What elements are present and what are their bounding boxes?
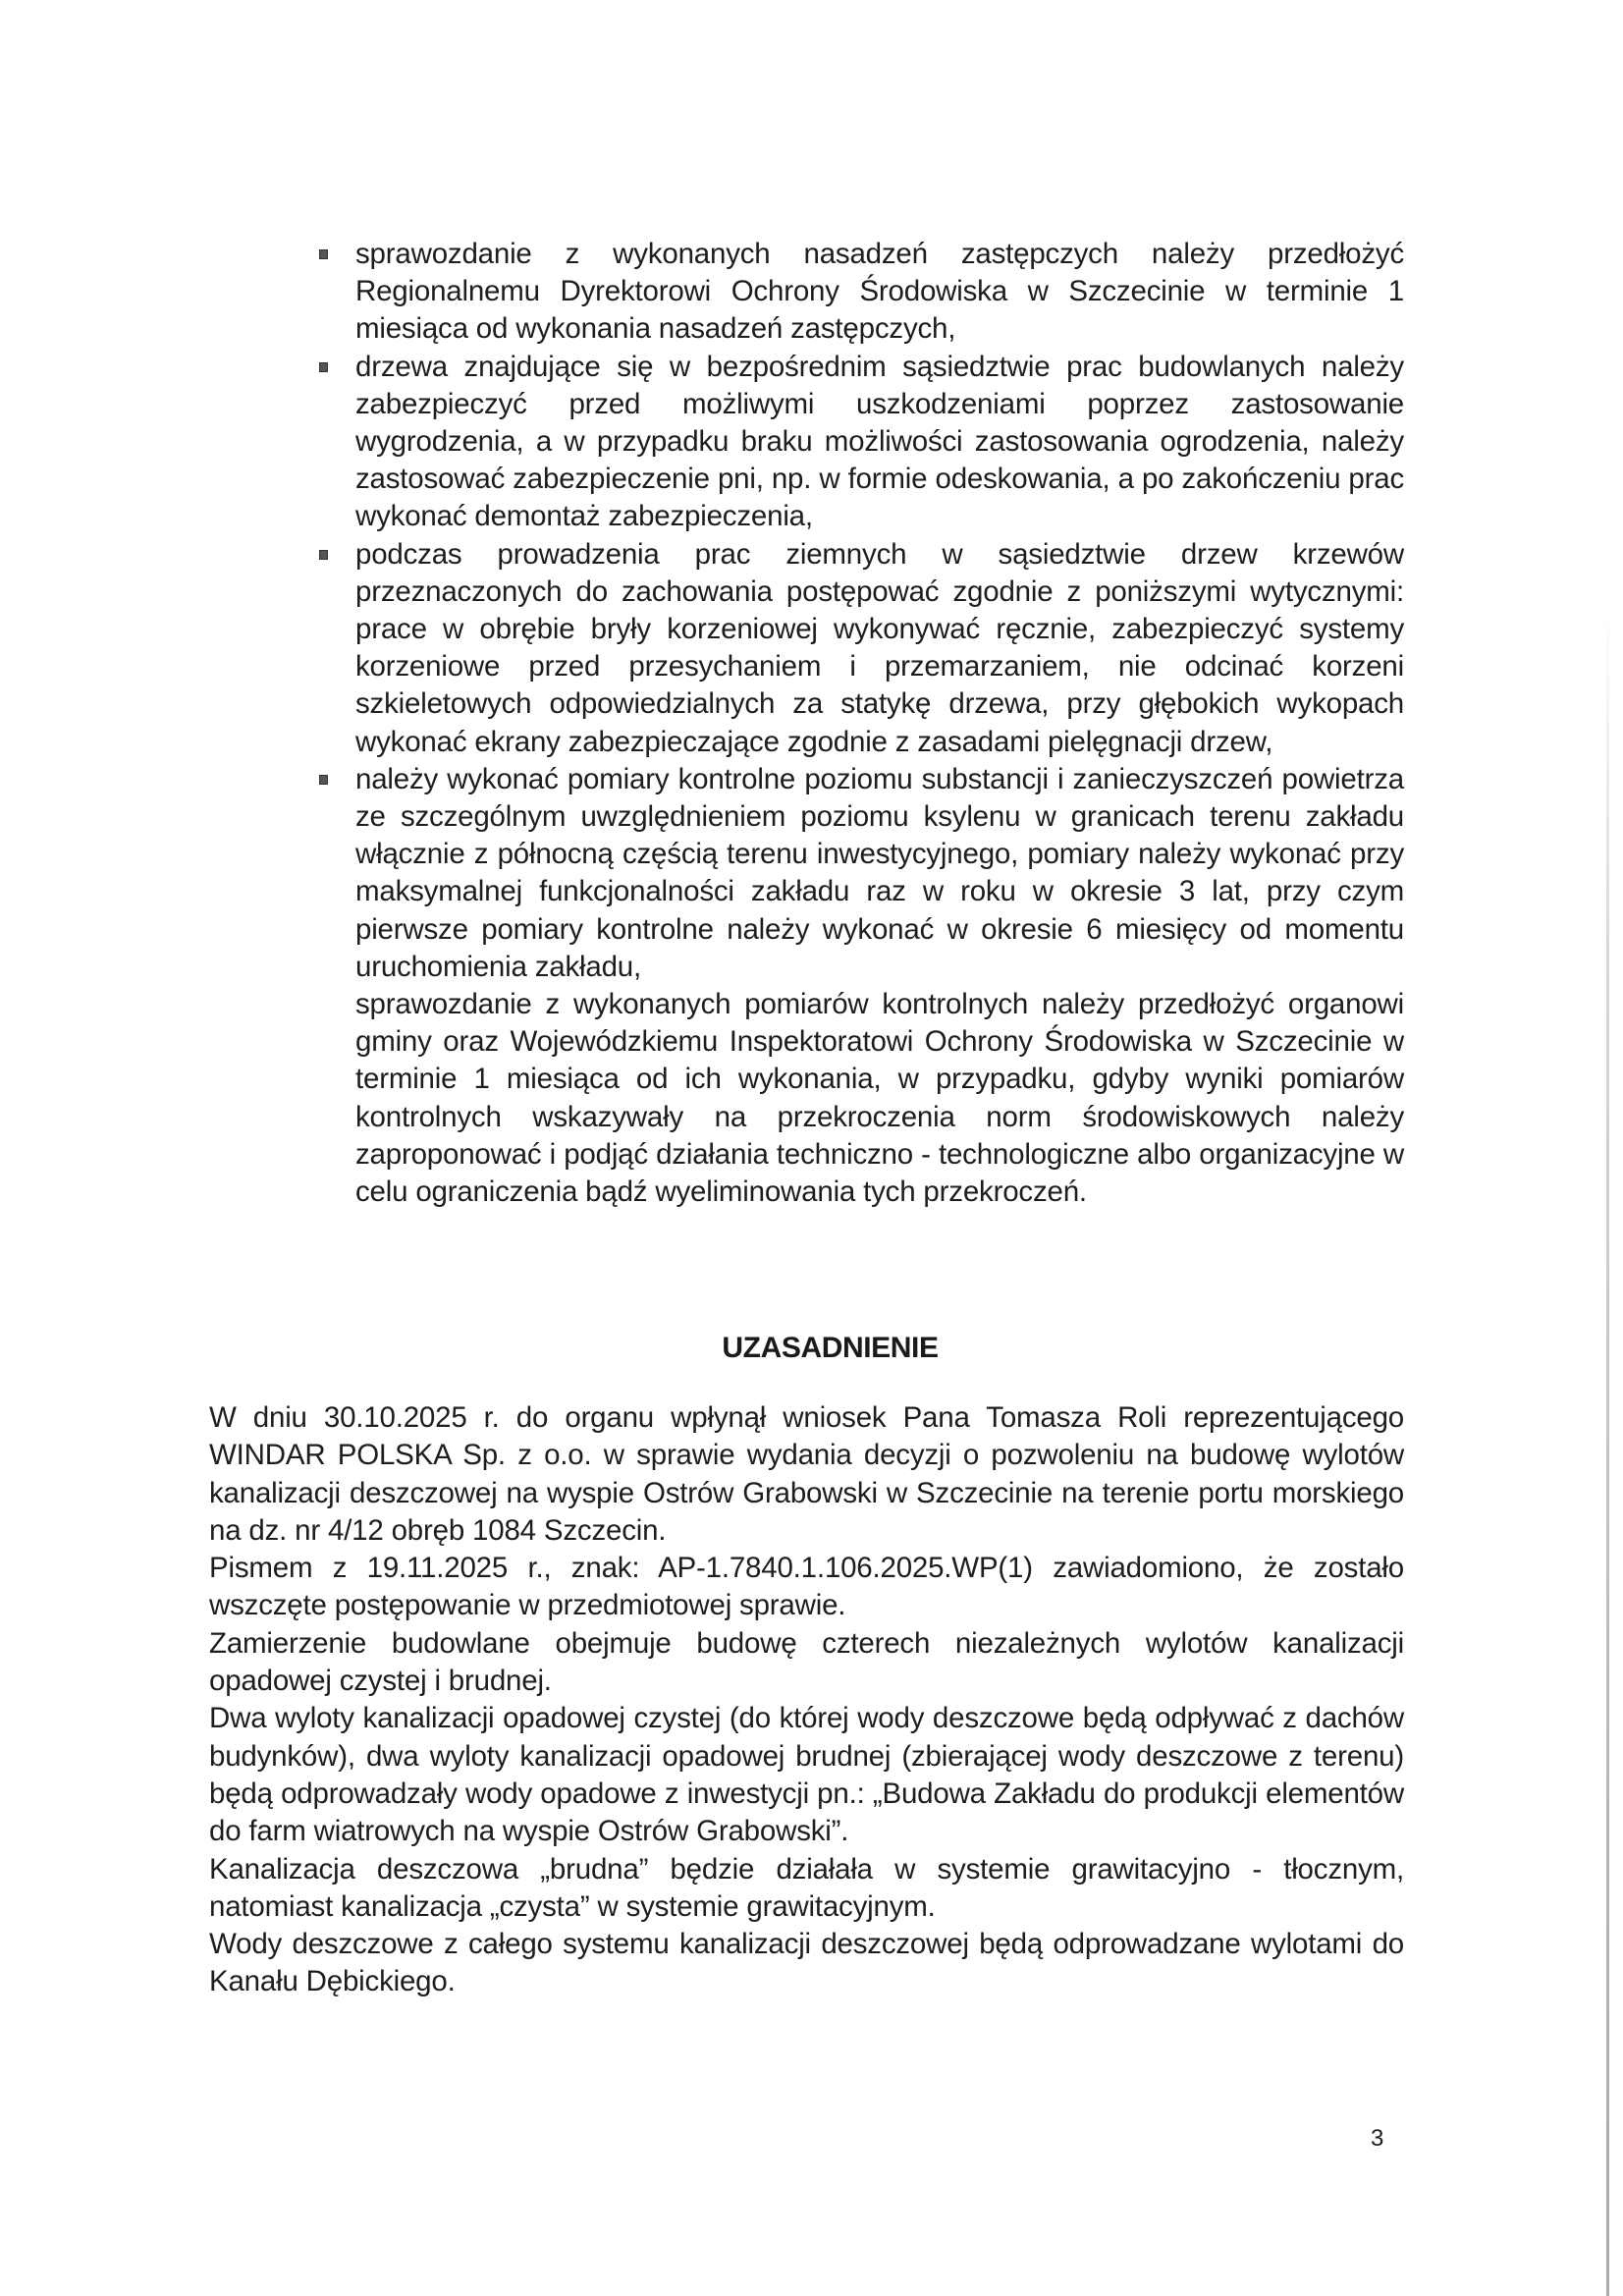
paragraph: Dwa wyloty kanalizacji opadowej czystej (do której wody deszczowe będą odpływać z dachów budynków), dwa wyloty kanalizacji opadowej brudnej (zbierającej wody deszczowe z terenu) będą odprowadzały wody opadowe z inwestycji pn.: „Budowa Zakładu do produkcji elementów do farm wiatrowych na wyspie Ostrów Grabowski”. [209, 1702, 1404, 1848]
square-bullet-icon [319, 362, 328, 372]
scan-edge-line [1606, 609, 1609, 2296]
bullet-text: podczas prowadzenia prac ziemnych w sąsiedztwie drzew krzewów przeznaczonych do zachowania postępować zgodnie z poniższymi wytycznymi: prace w obrębie bryły korzeniowej wykonywać ręcznie, zabezpieczyć systemy korzeniowe przed przesychaniem i przemarzaniem, nie odcinać korzeni szkieletowych odpowiedzialnych za statykę drzewa, przy głębokich wykopach wykonać ekrany zabezpieczające zgodnie z zasadami pielęgnacji drzew, [355, 537, 1404, 758]
paragraph: Zamierzenie budowlane obejmuje budowę czterech niezależnych wylotów kanalizacji opadowej czystej i brudnej. [209, 1626, 1404, 1698]
bullet-item-continuation [319, 986, 1404, 1211]
paragraph: W dniu 30.10.2025 r. do organu wpłynął wniosek Pana Tomasza Roli reprezentującego WINDAR POLSKA Sp. z o.o. w sprawie wydania decyzji o pozwoleniu na budowę wylotów kanalizacji deszczowej na wyspie Ostrów Grabowski w Szczecinie na terenie portu morskiego na dz. nr 4/12 obręb 1084 Szczecin. [209, 1401, 1404, 1547]
square-bullet-icon [319, 249, 328, 259]
bullet-text: drzewa znajdujące się w bezpośrednim sąsiedztwie prac budowlanych należy zabezpieczyć przed możliwymi uszkodzeniami poprzez zastosowanie wygrodzenia, a w przypadku braku możliwości zastosowania ogrodzenia, należy zastosować zabezpieczenie pni, np. w formie odeskowania, a po zakończeniu prac wykonać demontaż zabezpieczenia, [355, 350, 1404, 533]
bullet-text: sprawozdanie z wykonanych nasadzeń zastępczych należy przedłożyć Regionalnemu Dyrektorowi Ochrony Środowiska w Szczecinie w terminie 1 miesiąca od wykonania nasadzeń zastępczych, [355, 238, 1404, 346]
paragraph: Wody deszczowe z całego systemu kanalizacji deszczowej będą odprowadzane wylotami do Kanału Dębickiego. [209, 1928, 1404, 1998]
square-bullet-icon [319, 550, 328, 560]
bullet-item [319, 236, 1404, 349]
page-number: 3 [1371, 2125, 1384, 2152]
paragraph: Kanalizacja deszczowa „brudna” będzie działała w systemie grawitacyjno - tłocznym, natomiast kanalizacja „czysta” w systemie grawitacyjnym. [209, 1852, 1404, 1923]
square-bullet-icon [319, 775, 328, 785]
bullet-item [319, 536, 1404, 761]
section-heading: UZASADNIENIE [722, 1332, 939, 1364]
justification-body [209, 1399, 1404, 2001]
conditions-bullet-list [319, 236, 1404, 1211]
bullet-item [319, 349, 1404, 536]
bullet-text: sprawozdanie z wykonanych pomiarów kontrolnych należy przedłożyć organowi gminy oraz Wojewódzkiemu Inspektoratowi Ochrony Środowiska w Szczecinie w terminie 1 miesiąca od ich wykonania, w przypadku, gdyby wyniki pomiarów kontrolnych wskazywały na przekroczenia norm środowiskowych należy zaproponować i podjąć działania techniczno - technologiczne albo organizacyjne w celu ograniczenia bądź wyeliminowania tych przekroczeń. [355, 988, 1404, 1209]
paragraph: Pismem z 19.11.2025 r., znak: AP-1.7840.1.106.2025.WP(1) zawiadomiono, że zostało wszczęte postępowanie w przedmiotowej sprawie. [209, 1552, 1404, 1622]
bullet-text: należy wykonać pomiary kontrolne poziomu substancji i zanieczyszczeń powietrza ze szczególnym uwzględnieniem poziomu ksylenu w granicach terenu zakładu włącznie z północną częścią terenu inwestycyjnego, pomiary należy wykonać przy maksymalnej funkcjonalności zakładu raz w roku w okresie 3 lat, przy czym pierwsze pomiary kontrolne należy wykonać w okresie 6 miesięcy od momentu uruchomienia zakładu, [355, 762, 1404, 983]
bullet-item [319, 761, 1404, 986]
